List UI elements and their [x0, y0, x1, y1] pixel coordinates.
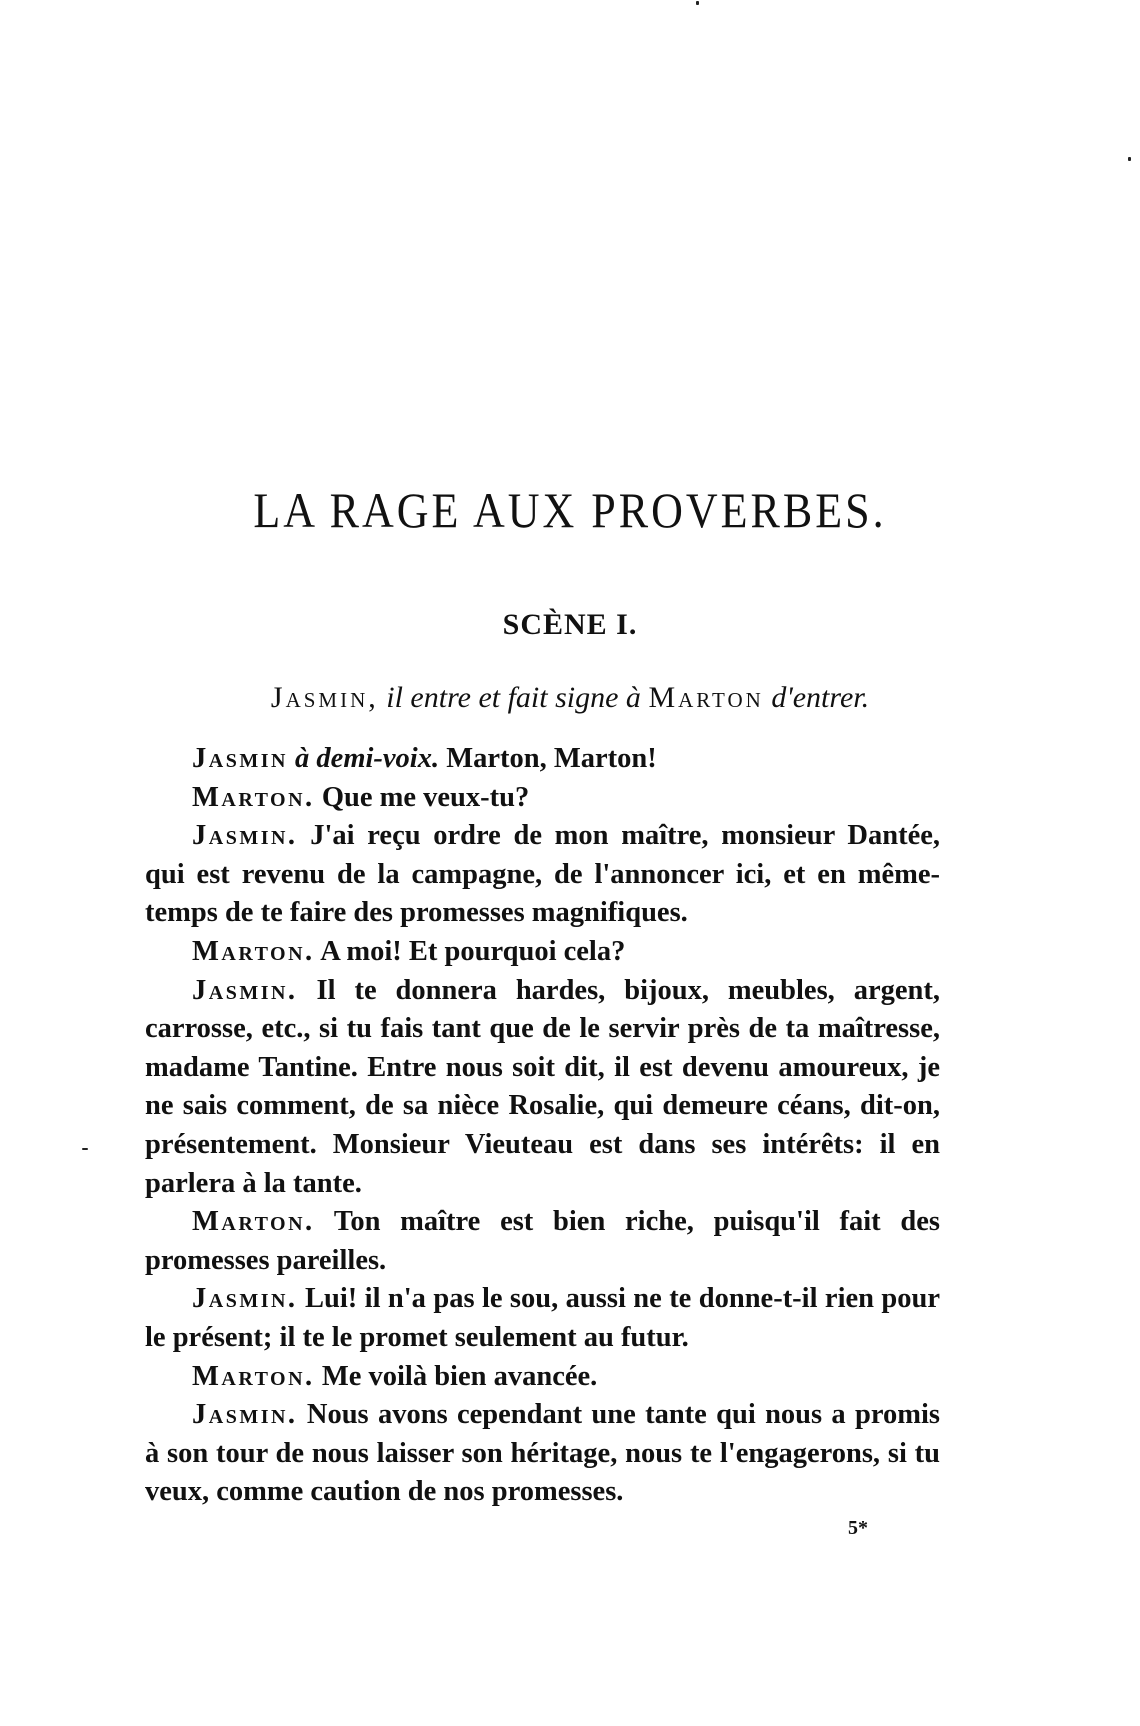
- dialogue-line: [145, 1358, 940, 1397]
- dialogue-line: [145, 1280, 940, 1357]
- speaker-name: Marton.: [192, 935, 315, 967]
- line-text: Que me veux-tu?: [321, 781, 530, 813]
- speaker-name: Marton.: [192, 1206, 315, 1238]
- line-text: Lui! il n'a pas le sou, aussi ne te donne-t-il rien pour le présent; il te le promet seulement au futur.: [145, 1283, 941, 1353]
- opening-stage-direction: [0, 681, 1140, 715]
- stage-speaker-marton: Marton: [648, 681, 764, 714]
- scan-speck: [1128, 157, 1131, 161]
- dialogue-line: [145, 972, 940, 1204]
- speaker-name: Jasmin.: [192, 1399, 298, 1431]
- speaker-name: Jasmin: [192, 743, 288, 774]
- scene-heading: SCÈNE I.: [502, 608, 638, 641]
- dialogue-body: [145, 740, 940, 1512]
- dialogue-line: [145, 1203, 940, 1280]
- scan-speck: [82, 1148, 88, 1150]
- speaker-note: à demi-voix.: [295, 743, 440, 774]
- dialogue-line: [145, 817, 940, 933]
- speaker-name: Jasmin.: [192, 820, 298, 852]
- line-text: Marton, Marton!: [446, 743, 657, 774]
- signature-mark: 5*: [848, 1517, 868, 1539]
- speaker-name: Marton.: [192, 1360, 315, 1392]
- line-text: Il te donnera hardes, bijoux, meubles, argent, carrosse, etc., si tu fais tant que de le servir près de ta maîtresse, madame Tantine. Entre nous soit dit, il est devenu amoureux, je ne sais comment, de sa nièce Rosalie, qui demeure céans, dit-on, présentement. Monsieur Vieuteau est dans ses intérêts: il en parlera à la tante.: [145, 974, 941, 1199]
- line-text: Me voilà bien avancée.: [321, 1360, 598, 1392]
- play-title: LA RAGE AUX PROVERBES.: [253, 483, 887, 538]
- speaker-name: Jasmin.: [192, 1283, 298, 1315]
- stage-speaker-jasmin: Jasmin,: [270, 681, 379, 714]
- line-text: A moi! Et pourquoi cela?: [320, 935, 626, 967]
- speaker-name: Jasmin.: [192, 974, 298, 1006]
- stage-action-end: d'entrer.: [771, 681, 870, 714]
- stage-action: il entre et fait signe à: [386, 681, 641, 714]
- dialogue-line: [145, 1396, 940, 1512]
- scan-speck: [696, 1, 699, 5]
- line-text: Ton maître est bien riche, puisqu'il fait des promesses pareilles.: [145, 1206, 940, 1276]
- dialogue-line: [145, 933, 940, 972]
- speaker-name: Marton.: [192, 781, 315, 813]
- dialogue-line: [145, 740, 940, 779]
- line-text: Nous avons cependant une tante qui nous a promis à son tour de nous laisser son héritage, nous te l'engagerons, si tu veux, comme caution de nos promesses.: [145, 1399, 940, 1508]
- dialogue-line: [145, 779, 940, 818]
- line-text: J'ai reçu ordre de mon maître, monsieur Dantée, qui est revenu de la campagne, de l'annoncer ici, et en même-temps de te faire des promesses magnifiques.: [145, 820, 941, 929]
